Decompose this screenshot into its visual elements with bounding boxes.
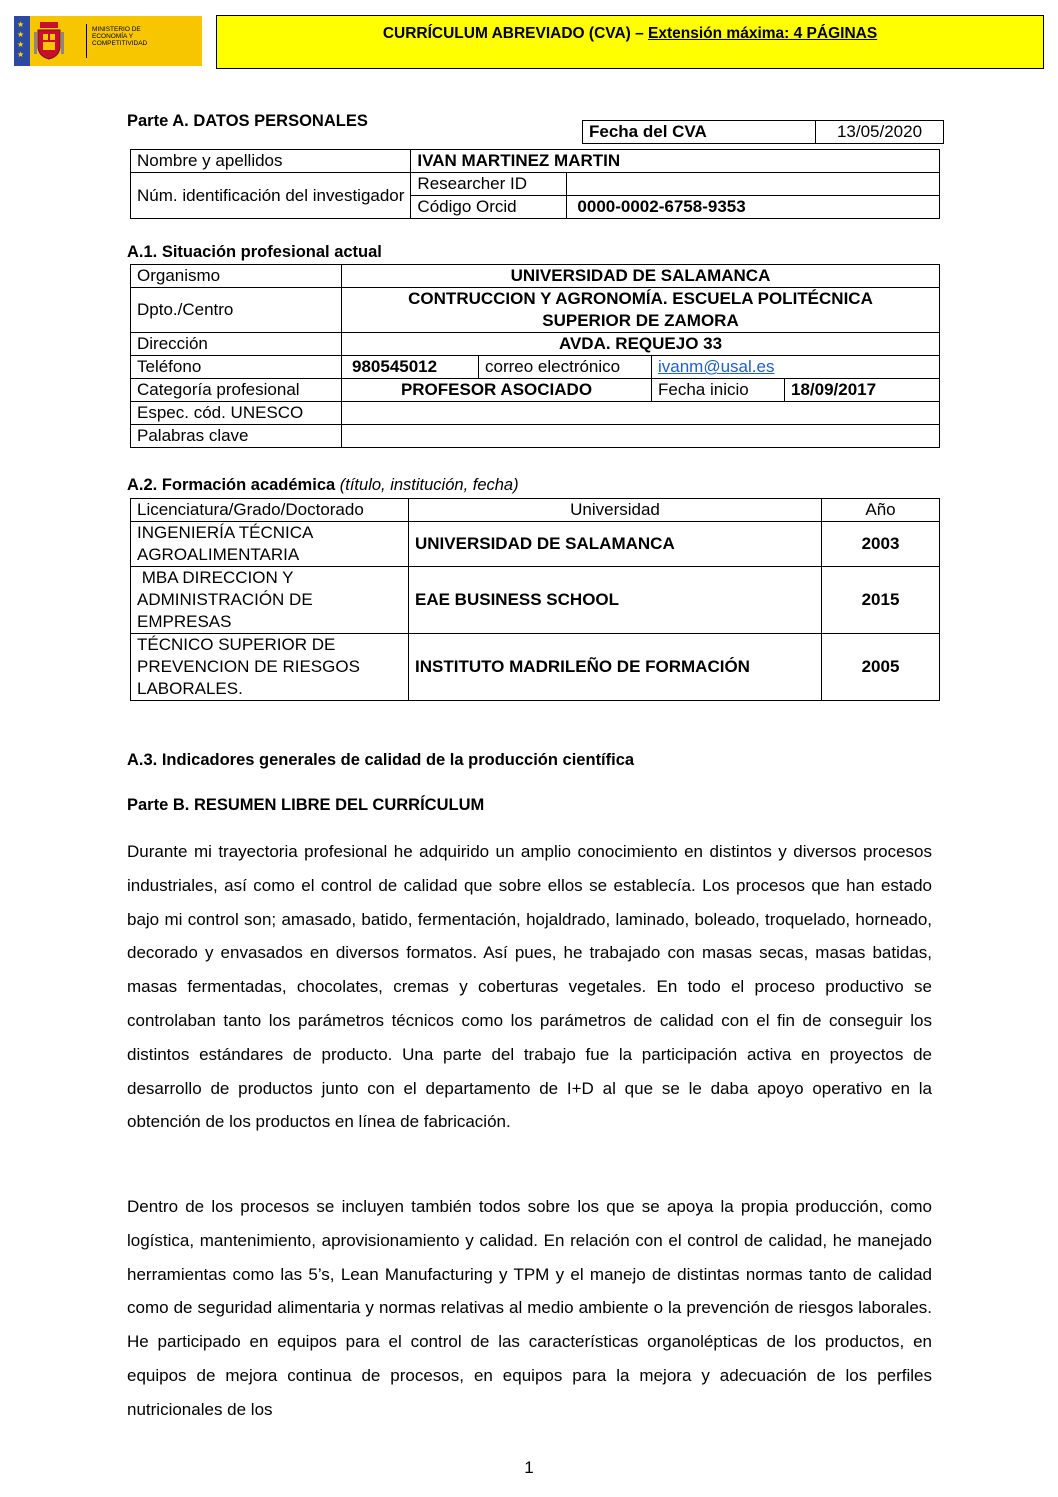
orcid-value: 0000-0002-6758-9353	[567, 196, 940, 219]
categoria-label: Categoría profesional	[131, 379, 342, 402]
researcher-id-label: Researcher ID	[411, 173, 567, 196]
header-anio: Año	[822, 499, 940, 522]
a2-title-main: A.2. Formación académica	[127, 476, 340, 494]
dpto-line-1: CONTRUCCION Y AGRONOMÍA. ESCUELA POLITÉCNICA	[408, 289, 873, 308]
personal-data-table	[130, 149, 940, 219]
palabras-clave-value	[342, 425, 940, 448]
part-b-title: Parte B. RESUMEN LIBRE DEL CURRÍCULUM	[127, 796, 485, 814]
a1-title: A.1. Situación profesional actual	[127, 243, 382, 261]
unesco-label: Espec. cód. UNESCO	[131, 402, 342, 425]
titulo-line: INGENIERÍA TÉCNICA	[137, 523, 314, 542]
title-extension: Extensión máxima: 4 PÁGINAS	[648, 25, 878, 42]
titulo-line: LABORALES.	[137, 679, 243, 698]
fecha-cva-value: 13/05/2020	[816, 121, 944, 144]
email-link[interactable]: ivanm@usal.es	[658, 357, 775, 376]
situacion-table	[130, 264, 940, 448]
logo-divider	[86, 24, 87, 58]
formacion-table	[130, 498, 940, 701]
telefono-label: Teléfono	[131, 356, 342, 379]
page-number: 1	[524, 1458, 534, 1477]
fecha-inicio-value: 18/09/2017	[785, 379, 940, 402]
titulo-line: AGROALIMENTARIA	[137, 545, 300, 564]
titulo-line: MBA DIRECCION Y	[137, 568, 294, 587]
dpto-value	[342, 288, 940, 333]
table-row	[131, 567, 940, 634]
government-logo	[14, 16, 202, 66]
direccion-value: AVDA. REQUEJO 33	[342, 333, 940, 356]
orcid-label: Código Orcid	[411, 196, 567, 219]
fecha-cva-label: Fecha del CVA	[583, 121, 816, 144]
title-prefix: CURRÍCULUM ABREVIADO (CVA) –	[382, 25, 649, 42]
correo-label: correo electrónico	[479, 356, 652, 379]
categoria-value: PROFESOR ASOCIADO	[342, 379, 652, 402]
universidad-cell: UNIVERSIDAD DE SALAMANCA	[409, 522, 822, 567]
anio-cell: 2015	[822, 567, 940, 634]
palabras-clave-label: Palabras clave	[131, 425, 342, 448]
ident-label: Núm. identificación del investigador	[131, 173, 411, 219]
anio-cell: 2003	[822, 522, 940, 567]
titulo-line: ADMINISTRACIÓN DE	[137, 590, 313, 609]
unesco-value	[342, 402, 940, 425]
coat-of-arms-icon	[34, 22, 64, 60]
eu-flag-icon: ★ ★ ★ ★	[14, 16, 30, 66]
universidad-cell: INSTITUTO MADRILEÑO DE FORMACIÓN	[409, 634, 822, 701]
table-row	[131, 522, 940, 567]
titulo-line: PREVENCION DE RIESGOS	[137, 657, 360, 676]
dpto-line-2: SUPERIOR DE ZAMORA	[542, 311, 739, 330]
fecha-inicio-label: Fecha inicio	[652, 379, 785, 402]
header-universidad: Universidad	[409, 499, 822, 522]
direccion-label: Dirección	[131, 333, 342, 356]
header-titulo: Licenciatura/Grado/Doctorado	[131, 499, 409, 522]
researcher-id-value	[567, 173, 940, 196]
universidad-cell: EAE BUSINESS SCHOOL	[409, 567, 822, 634]
a2-title	[127, 476, 519, 495]
titulo-cell	[131, 634, 409, 701]
correo-value	[652, 356, 940, 379]
titulo-cell	[131, 522, 409, 567]
summary-paragraph-1: Durante mi trayectoria profesional he adquirido un amplio conocimiento en distintos y diversos procesos industriales, así como el control de calidad que sobre ellos se establecía. Los procesos que han estado bajo mi control son; amasado, batido, fermentación, hojaldrado, laminado, boleado, troquelado, horneado, decorado y envasados en diversos formatos. Así pues, he trabajado con masas secas, masas batidas, masas fermentadas, chocolates, cremas y coberturas vegetales. En todo el proceso productivo se controlaban tanto los parámetros técnicos como los parámetros de calidad con el fin de conseguir los distintos estándares de producto. Una parte del trabajo fue la participación activa en proyectos de desarrollo de productos junto con el departamento de I+D al que se le daba apoyo operativo en la obtención de los productos en línea de fabricación.	[127, 842, 932, 1132]
summary-paragraph-2: Dentro de los procesos se incluyen también todos sobre los que se apoya la propia producción, como logística, mantenimiento, aprovisionamiento y calidad. En relación con el control de calidad, he manejado herramientas como las 5’s, Lean Manufacturing y TPM y el manejo de distintas normas tanto de calidad como de seguridad alimentaria y normas relativas al medio ambiente o la prevención de riesgos laborales. He participado en equipos para el control de las características organolépticas de los productos, en equipos de mejora continua de procesos, en equipos para la mejora y adecuación de los perfiles nutricionales de los	[127, 1197, 932, 1419]
organismo-value: UNIVERSIDAD DE SALAMANCA	[342, 265, 940, 288]
organismo-label: Organismo	[131, 265, 342, 288]
part-a-title: Parte A. DATOS PERSONALES	[127, 112, 368, 130]
nombre-value: IVAN MARTINEZ MARTIN	[411, 150, 940, 173]
a3-title: A.3. Indicadores generales de calidad de la producción científica	[127, 751, 635, 769]
fecha-cva-table	[582, 120, 944, 144]
a2-title-note: (título, institución, fecha)	[339, 476, 519, 494]
dpto-label: Dpto./Centro	[131, 288, 342, 333]
titulo-line: TÉCNICO SUPERIOR DE	[137, 635, 336, 654]
titulo-line: EMPRESAS	[137, 612, 232, 631]
telefono-value: 980545012	[342, 356, 479, 379]
ministry-name: MINISTERIO DE ECONOMÍA Y COMPETITIVIDAD	[92, 26, 148, 47]
document-title	[216, 15, 1044, 69]
nombre-label: Nombre y apellidos	[131, 150, 411, 173]
titulo-cell	[131, 567, 409, 634]
table-row	[131, 634, 940, 701]
anio-cell: 2005	[822, 634, 940, 701]
